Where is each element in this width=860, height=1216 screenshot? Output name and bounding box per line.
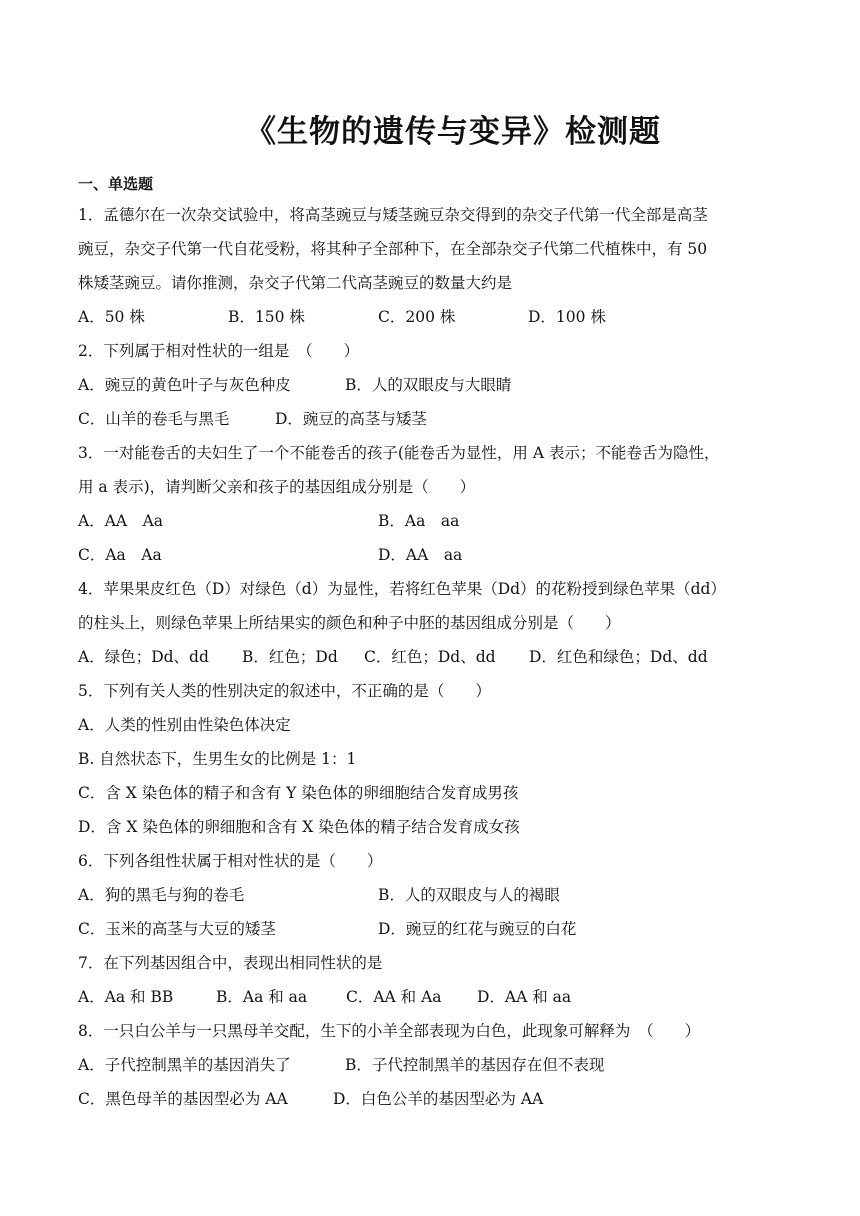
- option-b[interactable]: B．Aa 和 aa: [216, 988, 308, 1006]
- option-b[interactable]: B．Aa aa: [378, 512, 460, 530]
- question-stem: 的柱头上，则绿色苹果上所结果实的颜色和种子中胚的基因组成分别是（ ）: [78, 614, 621, 632]
- question-stem: 1．孟德尔在一次杂交试验中，将高茎豌豆与矮茎豌豆杂交得到的杂交子代第一代全部是高茎: [78, 206, 708, 224]
- option-c[interactable]: C．200 株: [378, 308, 456, 326]
- options-row: [78, 640, 788, 674]
- question-stem: 用 a 表示)，请判断父亲和孩子的基因组成分别是（ ）: [78, 478, 476, 496]
- option-a[interactable]: A．狗的黑毛与狗的卷毛: [78, 886, 245, 904]
- option-c[interactable]: C．玉米的高茎与大豆的矮茎: [78, 920, 276, 938]
- option-c[interactable]: C．黑色母羊的基因型必为 AA: [78, 1090, 288, 1108]
- option-b[interactable]: B．红色；Dd: [242, 648, 338, 666]
- question-stem: 豌豆，杂交子代第一代自花受粉，将其种子全部种下，在全部杂交子代第二代植株中，有 50: [78, 240, 708, 258]
- option-b[interactable]: B．人的双眼皮与人的褐眼: [378, 886, 560, 904]
- option-a[interactable]: A．子代控制黑羊的基因消失了: [78, 1056, 291, 1074]
- question-3: [78, 436, 788, 572]
- option-d[interactable]: D．AA 和 aa: [477, 988, 572, 1006]
- question-1: [78, 198, 788, 334]
- question-stem: 5．下列有关人类的性别决定的叙述中，不正确的是（ ）: [78, 682, 491, 700]
- options-row: [78, 912, 788, 946]
- option-a[interactable]: A．绿色；Dd、dd: [78, 648, 209, 666]
- options-row: [78, 368, 788, 402]
- question-stem: 2．下列属于相对性状的一组是 （ ）: [78, 342, 360, 360]
- options-row: [78, 980, 788, 1014]
- question-stem: 6．下列各组性状属于相对性状的是（ ）: [78, 852, 383, 870]
- option-d[interactable]: D．100 株: [528, 308, 606, 326]
- option-c[interactable]: C．含 X 染色体的精子和含有 Y 染色体的卵细胞结合发育成男孩: [78, 784, 519, 802]
- options-row: [78, 538, 788, 572]
- options-row: [78, 402, 788, 436]
- options-row: [78, 878, 788, 912]
- option-a[interactable]: A．人类的性别由性染色体决定: [78, 716, 291, 734]
- option-b[interactable]: B．150 株: [228, 308, 305, 326]
- option-b[interactable]: B．人的双眼皮与大眼睛: [345, 376, 512, 394]
- option-d[interactable]: D．红色和绿色；Dd、dd: [529, 648, 708, 666]
- section-heading: 一、单选题: [78, 175, 154, 193]
- question-stem: 3．一对能卷舌的夫妇生了一个不能卷舌的孩子(能卷舌为显性，用 A 表示；不能卷舌为隐性，: [78, 444, 720, 462]
- option-c[interactable]: C．红色；Dd、dd: [364, 648, 496, 666]
- question-list: [78, 198, 788, 1116]
- question-stem: 株矮茎豌豆。请你推测，杂交子代第二代高茎豌豆的数量大约是: [78, 274, 513, 292]
- question-5: [78, 674, 788, 844]
- option-a[interactable]: A．50 株: [78, 308, 145, 326]
- option-a[interactable]: A．Aa 和 BB: [78, 988, 174, 1006]
- document-title: 《生物的遗传与变异》检测题: [245, 114, 661, 150]
- option-b[interactable]: B. 自然状态下，生男生女的比例是 1：1: [78, 750, 357, 768]
- options-row: [78, 300, 788, 334]
- options-row: [78, 504, 788, 538]
- option-d[interactable]: D．AA aa: [378, 546, 463, 564]
- question-2: [78, 334, 788, 436]
- question-8: [78, 1014, 788, 1116]
- question-stem: 7．在下列基因组合中，表现出相同性状的是: [78, 954, 383, 972]
- option-a[interactable]: A．豌豆的黄色叶子与灰色种皮: [78, 376, 291, 394]
- options-row: [78, 1048, 788, 1082]
- options-row: [78, 1082, 788, 1116]
- option-c[interactable]: C．山羊的卷毛与黑毛: [78, 410, 230, 428]
- option-d[interactable]: D．豌豆的红花与豌豆的白花: [378, 920, 577, 938]
- question-6: [78, 844, 788, 946]
- question-stem: 4．苹果果皮红色（D）对绿色（d）为显性，若将红色苹果（Dd）的花粉授到绿色苹果（dd）: [78, 580, 726, 598]
- question-7: [78, 946, 788, 1014]
- option-a[interactable]: A．AA Aa: [78, 512, 164, 530]
- option-d[interactable]: D．豌豆的高茎与矮茎: [275, 410, 427, 428]
- option-d[interactable]: D．白色公羊的基因型必为 AA: [333, 1090, 544, 1108]
- option-c[interactable]: C．Aa Aa: [78, 546, 162, 564]
- question-4: [78, 572, 788, 674]
- option-b[interactable]: B．子代控制黑羊的基因存在但不表现: [345, 1056, 605, 1074]
- question-stem: 8．一只白公羊与一只黑母羊交配，生下的小羊全部表现为白色，此现象可解释为 （ ）: [78, 1022, 701, 1040]
- option-c[interactable]: C．AA 和 Aa: [346, 988, 442, 1006]
- option-d[interactable]: D．含 X 染色体的卵细胞和含有 X 染色体的精子结合发育成女孩: [78, 818, 520, 836]
